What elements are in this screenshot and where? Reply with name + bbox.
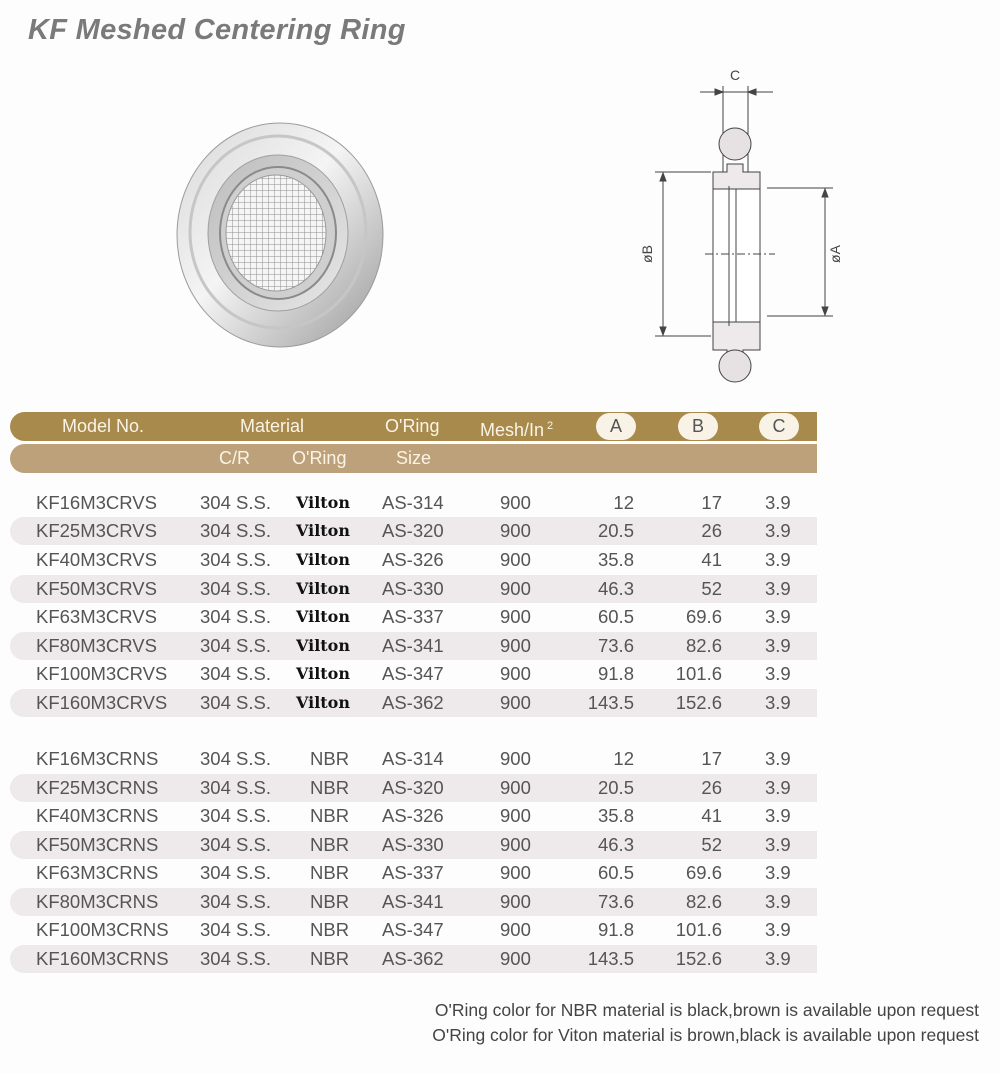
header-material: Material (240, 416, 305, 436)
dim-b-cell: 69.6 (685, 862, 722, 883)
dim-c-cell: 3.9 (765, 834, 791, 855)
dim-label-c: C (729, 67, 741, 83)
header-mesh-sup: 2 (547, 420, 554, 432)
dim-c-cell: 3.9 (765, 862, 791, 883)
oring-size-cell: AS-320 (382, 777, 444, 798)
oring-size-cell: AS-337 (382, 862, 444, 883)
dim-b-cell: 52 (701, 578, 722, 599)
ring-product-photo (160, 100, 400, 370)
mesh-cell: 900 (500, 520, 531, 541)
header-oring-material: O'Ring (292, 448, 347, 468)
mesh-cell: 900 (500, 948, 531, 969)
table-row (10, 575, 817, 603)
mesh-cell: 900 (500, 606, 531, 627)
table-row (10, 745, 817, 773)
cr-material-cell: 304 S.S. (200, 862, 271, 883)
cr-material-cell: 304 S.S. (200, 948, 271, 969)
model-cell: KF16M3CRVS (36, 492, 157, 513)
note-nbr-color: O'Ring color for NBR material is black,brown is available upon request (434, 1000, 979, 1020)
oring-size-cell: AS-330 (382, 578, 444, 599)
cr-material-cell: 304 S.S. (200, 492, 271, 513)
dim-b-cell: 26 (701, 777, 722, 798)
dim-a-cell: 12 (613, 748, 634, 769)
dim-c-cell: 3.9 (765, 805, 791, 826)
oring-size-cell: AS-326 (382, 805, 444, 826)
dim-a-cell: 46.3 (597, 578, 634, 599)
header-model: Model No. (62, 416, 145, 436)
mesh-cell: 900 (500, 492, 531, 513)
note-viton-color: O'Ring color for Viton material is brown,black is available upon request (432, 1025, 979, 1045)
model-cell: KF160M3CRNS (36, 948, 169, 969)
dim-c-cell: 3.9 (765, 492, 791, 513)
dim-a-cell: 20.5 (597, 777, 634, 798)
model-cell: KF63M3CRNS (36, 862, 159, 883)
mesh-cell: 900 (500, 549, 531, 570)
oring-material-cell: Vilton (296, 493, 350, 512)
oring-material-cell: NBR (310, 948, 350, 969)
dim-c-cell: 3.9 (765, 635, 791, 656)
table-row (10, 546, 817, 574)
mesh-cell: 900 (500, 663, 531, 684)
table-row (10, 831, 817, 859)
table-row (10, 916, 817, 944)
oring-material-cell: NBR (310, 805, 350, 826)
dim-c-cell: 3.9 (765, 748, 791, 769)
model-cell: KF16M3CRNS (36, 748, 159, 769)
table-row (10, 859, 817, 887)
oring-size-cell: AS-347 (382, 663, 444, 684)
table-row (10, 689, 817, 717)
mesh-cell: 900 (500, 805, 531, 826)
dim-a-cell: 143.5 (587, 692, 634, 713)
dim-c-cell: 3.9 (765, 919, 791, 940)
header-oring: O'Ring (385, 416, 440, 436)
cr-material-cell: 304 S.S. (200, 748, 271, 769)
dim-a-cell: 35.8 (597, 549, 634, 570)
dim-c-cell: 3.9 (765, 948, 791, 969)
dim-a-cell: 60.5 (597, 606, 634, 627)
oring-material-cell: Vilton (296, 607, 350, 626)
dim-b-cell: 101.6 (675, 919, 722, 940)
cr-material-cell: 304 S.S. (200, 578, 271, 599)
table-row (10, 945, 817, 973)
dim-a-cell: 12 (613, 492, 634, 513)
oring-size-cell: AS-347 (382, 919, 444, 940)
dim-c-cell: 3.9 (765, 549, 791, 570)
ring-dimension-drawing (615, 60, 855, 390)
dim-c-cell: 3.9 (765, 663, 791, 684)
header-size: Size (396, 448, 432, 468)
model-cell: KF100M3CRVS (36, 663, 168, 684)
dim-c-cell: 3.9 (765, 578, 791, 599)
header-a-pill: A (596, 413, 636, 440)
model-cell: KF50M3CRVS (36, 578, 157, 599)
model-cell: KF40M3CRNS (36, 805, 159, 826)
oring-material-cell: NBR (310, 748, 350, 769)
cr-material-cell: 304 S.S. (200, 777, 271, 798)
cr-material-cell: 304 S.S. (200, 663, 271, 684)
table-row (10, 888, 817, 916)
dim-c-cell: 3.9 (765, 891, 791, 912)
dim-a-cell: 20.5 (597, 520, 634, 541)
dim-b-cell: 52 (701, 834, 722, 855)
oring-material-cell: Vilton (296, 664, 350, 683)
cr-material-cell: 304 S.S. (200, 692, 271, 713)
header-c-pill: C (759, 413, 799, 440)
table-row (10, 632, 817, 660)
model-cell: KF80M3CRNS (36, 891, 159, 912)
mesh-cell: 900 (500, 919, 531, 940)
dim-b-cell: 152.6 (675, 692, 722, 713)
dim-b-cell: 41 (701, 549, 722, 570)
dim-a-cell: 35.8 (597, 805, 634, 826)
dim-c-cell: 3.9 (765, 520, 791, 541)
oring-material-cell: Vilton (296, 521, 350, 540)
oring-size-cell: AS-362 (382, 948, 444, 969)
dim-a-cell: 91.8 (597, 919, 634, 940)
header-mesh (480, 412, 553, 441)
oring-material-cell: NBR (310, 891, 350, 912)
mesh-cell: 900 (500, 891, 531, 912)
oring-material-cell: Vilton (296, 693, 350, 712)
oring-material-cell: NBR (310, 862, 350, 883)
table-header-row-2 (10, 444, 817, 473)
mesh-cell: 900 (500, 578, 531, 599)
oring-size-cell: AS-330 (382, 834, 444, 855)
oring-size-cell: AS-326 (382, 549, 444, 570)
cr-material-cell: 304 S.S. (200, 520, 271, 541)
table-row (10, 802, 817, 830)
oring-material-cell: Vilton (296, 579, 350, 598)
header-mesh-label: Mesh/In (480, 420, 545, 440)
dim-b-cell: 69.6 (685, 606, 722, 627)
oring-size-cell: AS-341 (382, 635, 444, 656)
mesh-cell: 900 (500, 777, 531, 798)
model-cell: KF25M3CRVS (36, 520, 157, 541)
dim-b-cell: 41 (701, 805, 722, 826)
cr-material-cell: 304 S.S. (200, 805, 271, 826)
cr-material-cell: 304 S.S. (200, 891, 271, 912)
oring-size-cell: AS-314 (382, 492, 444, 513)
dim-label-a: øA (827, 245, 843, 263)
dim-b-cell: 17 (701, 748, 722, 769)
mesh-cell: 900 (500, 748, 531, 769)
oring-material-cell: Vilton (296, 550, 350, 569)
table-header-row-1 (10, 412, 817, 441)
cr-material-cell: 304 S.S. (200, 549, 271, 570)
mesh-cell: 900 (500, 834, 531, 855)
table-row (10, 603, 817, 631)
oring-material-cell: NBR (310, 919, 350, 940)
oring-size-cell: AS-320 (382, 520, 444, 541)
oring-size-cell: AS-337 (382, 606, 444, 627)
cr-material-cell: 304 S.S. (200, 834, 271, 855)
model-cell: KF63M3CRVS (36, 606, 157, 627)
model-cell: KF40M3CRVS (36, 549, 157, 570)
table-row (10, 489, 817, 517)
oring-material-cell: Vilton (296, 636, 350, 655)
dim-label-b: øB (639, 245, 655, 263)
oring-material-cell: NBR (310, 834, 350, 855)
mesh-cell: 900 (500, 635, 531, 656)
table-row (10, 660, 817, 688)
dim-c-cell: 3.9 (765, 692, 791, 713)
dim-a-cell: 73.6 (597, 635, 634, 656)
dim-b-cell: 17 (701, 492, 722, 513)
dim-b-cell: 82.6 (685, 635, 722, 656)
page-title: KF Meshed Centering Ring (28, 14, 406, 46)
dim-a-cell: 91.8 (597, 663, 634, 684)
oring-size-cell: AS-362 (382, 692, 444, 713)
cr-material-cell: 304 S.S. (200, 606, 271, 627)
header-cr: C/R (219, 448, 250, 468)
oring-size-cell: AS-341 (382, 891, 444, 912)
model-cell: KF160M3CRVS (36, 692, 168, 713)
model-cell: KF25M3CRNS (36, 777, 159, 798)
dim-b-cell: 101.6 (675, 663, 722, 684)
table-row (10, 517, 817, 545)
cr-material-cell: 304 S.S. (200, 919, 271, 940)
cr-material-cell: 304 S.S. (200, 635, 271, 656)
dim-b-cell: 82.6 (685, 891, 722, 912)
dim-c-cell: 3.9 (765, 606, 791, 627)
dim-c-cell: 3.9 (765, 777, 791, 798)
dim-b-cell: 26 (701, 520, 722, 541)
model-cell: KF100M3CRNS (36, 919, 169, 940)
dim-a-cell: 143.5 (587, 948, 634, 969)
table-row (10, 774, 817, 802)
header-b-pill: B (678, 413, 718, 440)
dim-a-cell: 46.3 (597, 834, 634, 855)
dim-a-cell: 73.6 (597, 891, 634, 912)
oring-size-cell: AS-314 (382, 748, 444, 769)
oring-material-cell: NBR (310, 777, 350, 798)
dim-b-cell: 152.6 (675, 948, 722, 969)
mesh-cell: 900 (500, 692, 531, 713)
model-cell: KF80M3CRVS (36, 635, 157, 656)
model-cell: KF50M3CRNS (36, 834, 159, 855)
dim-a-cell: 60.5 (597, 862, 634, 883)
mesh-cell: 900 (500, 862, 531, 883)
